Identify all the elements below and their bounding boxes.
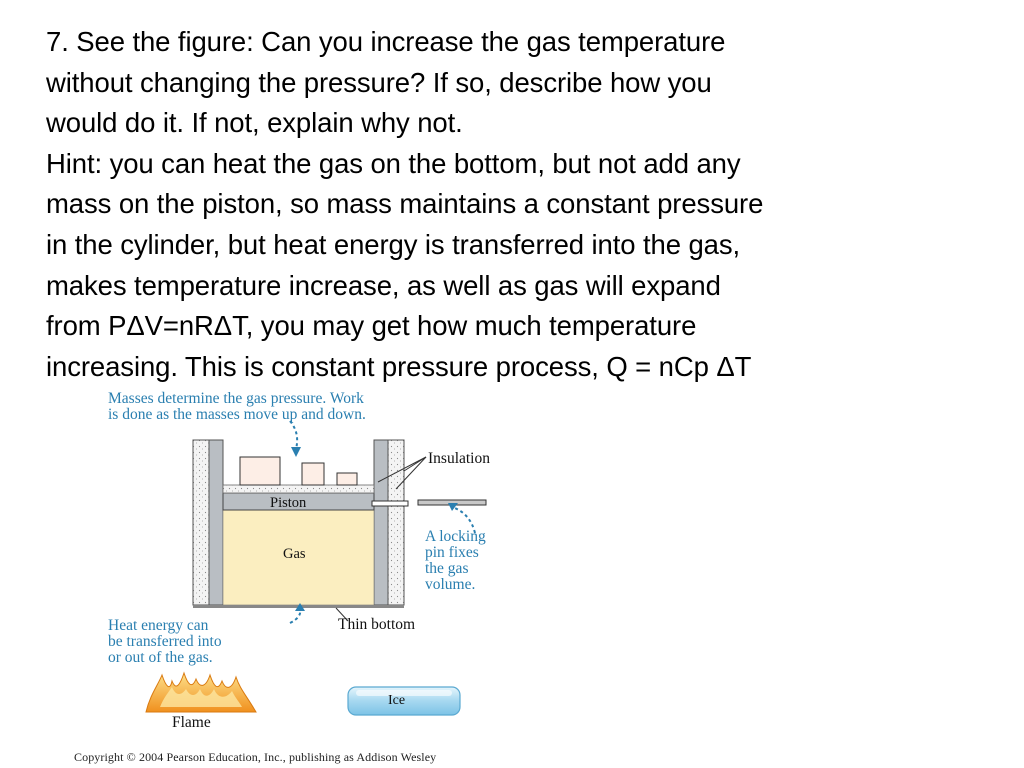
hint-line: from PΔV=nRΔT, you may get how much temperature: [46, 310, 697, 342]
mass-large: [240, 457, 280, 485]
left-wall: [209, 440, 223, 605]
piston-cylinder-diagram: [0, 385, 620, 768]
masses-arrow: [290, 421, 297, 449]
copyright-notice: Copyright © 2004 Pearson Education, Inc., publishing as Addison Wesley: [74, 750, 437, 764]
hint-line: Hint: you can heat the gas on the bottom, but not add any: [46, 147, 741, 179]
heat-arrow: [290, 609, 300, 623]
hint-line: increasing. This is constant pressure process, Q = nCp ΔT: [46, 350, 752, 382]
piston-label: Piston: [270, 495, 307, 511]
question-line: without changing the pressure? If so, describe how you: [46, 66, 712, 98]
question-line: 7. See the figure: Can you increase the gas temperature: [46, 26, 726, 57]
question-text: [46, 22, 1006, 387]
mass-small: [337, 473, 357, 485]
mass-medium: [302, 463, 324, 485]
masses-arrowhead: [291, 447, 301, 457]
heat-caption: Heat energy can be transferred into or out of the gas.: [108, 617, 222, 666]
flame-icon: [146, 673, 256, 712]
flame-label: Flame: [172, 714, 211, 731]
locking-pin-caption: A locking pin fixes the gas volume.: [425, 528, 486, 593]
ice-label: Ice: [388, 693, 406, 708]
right-insulation: [388, 440, 404, 605]
gas-label: Gas: [283, 546, 306, 562]
locking-pin-slot: [372, 501, 408, 506]
thin-bottom-label: Thin bottom: [338, 616, 416, 633]
hint-line: mass on the piston, so mass maintains a constant pressure: [46, 188, 764, 220]
masses-caption: Masses determine the gas pressure. Work is done as the masses move up and down.: [108, 390, 366, 423]
right-wall: [374, 440, 388, 605]
insulation-label: Insulation: [428, 450, 490, 467]
piston-cylinder-figure: [0, 385, 620, 768]
question-line: would do it. If not, explain why not.: [46, 107, 463, 139]
hint-line: in the cylinder, but heat energy is transferred into the gas,: [46, 228, 741, 260]
left-insulation: [193, 440, 209, 605]
hint-line: makes temperature increase, as well as gas will expand: [46, 269, 721, 301]
piston-insulation: [223, 485, 374, 493]
